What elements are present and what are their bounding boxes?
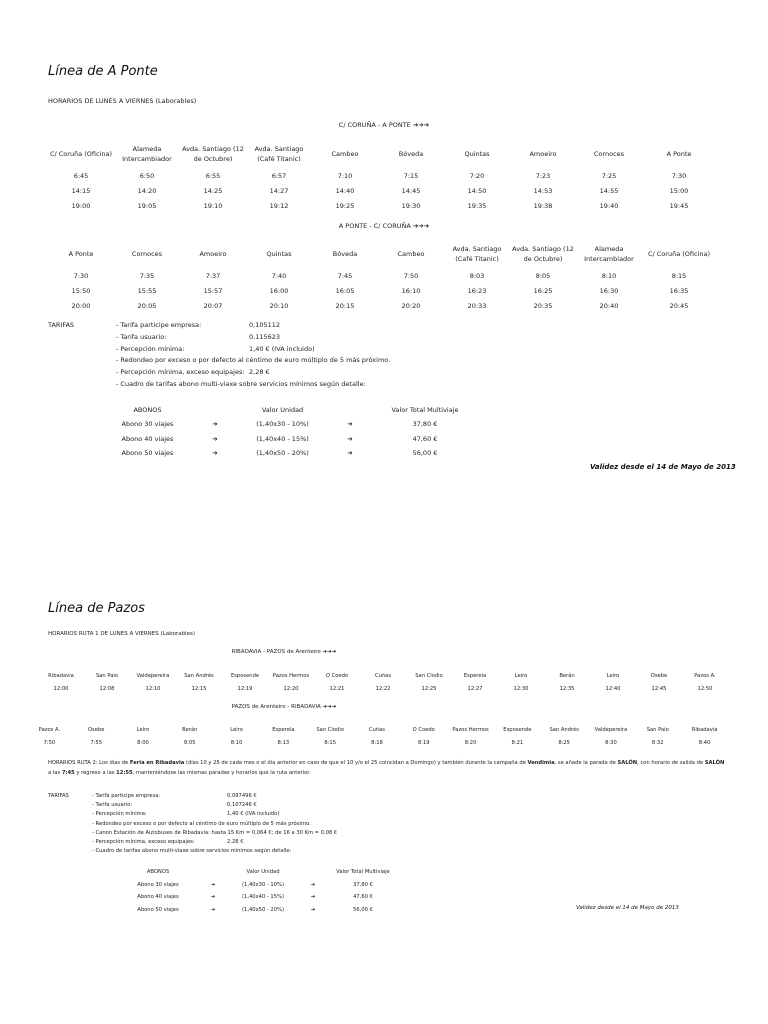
time-cell: 7:20 [469, 171, 485, 180]
column-header: Avda. Santiago (12 de Octubre) [182, 145, 244, 163]
column-header: Valdepereira [594, 727, 628, 733]
time-cell: 8:21 [511, 740, 524, 746]
fare-value: 0,097496 € [227, 793, 257, 799]
column-header: C/ Coruña (Oficina) [647, 250, 711, 258]
fare-line: - Percepción mínima: [116, 344, 185, 353]
fare-value: 0,107246 € [227, 802, 257, 809]
fare-value: 2,28 € [249, 368, 270, 377]
time-cell: 7:50 [43, 740, 56, 746]
time-cell: 12:19 [237, 686, 253, 692]
abono-name: Abono 30 viajes [137, 881, 179, 888]
column-header: Ribadavia [691, 727, 718, 733]
abono-total: 47,60 € [412, 434, 438, 443]
table-row [48, 268, 716, 283]
abono-total: 37,80 € [353, 881, 373, 888]
timetable-coruna-a-ponte [48, 140, 716, 213]
time-cell: 16:00 [269, 286, 289, 295]
time-cell: 8:03 [469, 271, 485, 280]
time-cell: 8:18 [371, 740, 383, 746]
column-header: Avda. Santiago (Café Titanic) [254, 145, 304, 163]
column-header: A Ponte [68, 250, 94, 258]
note-text: , manteniéndose las mismas paradas y horarios que la ruta anterior. [132, 770, 311, 776]
time-cell: 20:05 [137, 301, 157, 310]
time-cell: 6:57 [271, 171, 287, 180]
time-cell: 19:35 [467, 201, 487, 210]
column-header: San Andrés [184, 673, 214, 679]
note-text: , se añade la parada de [554, 760, 618, 766]
time-cell: 7:23 [535, 171, 551, 180]
note-text: , con horario de salida de [637, 760, 705, 766]
time-cell: 20:35 [533, 301, 553, 310]
time-cell: 14:45 [401, 186, 421, 195]
column-header: Amoeiro [529, 150, 557, 158]
route-2-note [48, 758, 728, 778]
abono-unit-value: (1,40x50 - 20%) [242, 906, 284, 913]
time-cell: 15:57 [203, 286, 223, 295]
direction-heading: PAZOS de Arenteiro - RIBADAVIA ➔➔➔ [231, 704, 337, 710]
note-emphasis: SALÓN [617, 760, 638, 766]
column-header: Quintas [266, 250, 292, 258]
direction-heading: C/ CORUÑA - A PONTE ➔➔➔ [338, 121, 430, 129]
column-header: A Ponte [666, 150, 692, 158]
column-header [298, 866, 328, 879]
table-row [100, 432, 480, 446]
fare-line: - Tarifa usuario: [92, 802, 133, 809]
abono-total: 37,80 € [412, 420, 438, 429]
time-cell: 12:35 [559, 686, 575, 692]
abono-total: 47,60 € [353, 894, 373, 900]
fares-block [48, 320, 728, 392]
arrow-icon: ➔ [210, 894, 216, 900]
fare-line: - Percepción mínima, exceso equipajes: [92, 839, 195, 845]
column-header: O Coedo [412, 727, 435, 733]
time-cell: 20:15 [335, 301, 355, 310]
column-header: Avda. Santiago (12 de Octubre) [512, 245, 574, 263]
note-emphasis: Vendimia [527, 760, 555, 766]
column-header [195, 403, 235, 417]
time-cell: 8:32 [651, 740, 664, 746]
column-header: Bóveda [332, 250, 358, 258]
abono-total: 56,00 € [353, 906, 373, 913]
abono-unit-value: (1,40x40 - 15%) [242, 894, 284, 900]
validity-note: Validez desde el 14 de Mayo de 2013 [576, 905, 679, 911]
column-header: Quintas [464, 150, 490, 158]
table-row [26, 735, 728, 751]
time-cell: 19:40 [599, 201, 619, 210]
column-header: ABONOS [146, 869, 170, 875]
abono-unit-value: (1,40x30 - 10%) [256, 420, 309, 429]
arrow-icon: ➔ [347, 420, 353, 429]
arrow-icon: ➔ [210, 881, 216, 888]
column-header: Pazos A. [38, 727, 61, 733]
column-header: Esperela [272, 727, 295, 733]
time-cell: 12:40 [605, 686, 621, 692]
time-cell: 12:50 [697, 686, 713, 692]
fare-line: - Canon Estación de Autobuses de Ribadavia: hasta 15 Km = 0,064 €; de 16 a 30 Km = 0,08 € [92, 829, 338, 836]
column-header: Leiro [230, 727, 243, 733]
arrow-icon: ➔ [212, 449, 218, 458]
note-emphasis: SALÓN [704, 760, 725, 766]
time-cell: 14:40 [335, 186, 355, 195]
note-text: HORARIOS RUTA 2: Los días de [48, 760, 130, 766]
timetable-ribadavia-pazos [38, 671, 728, 697]
time-cell: 8:05 [183, 740, 196, 746]
abono-name: Abono 40 viajes [137, 894, 179, 900]
column-header: San Paio [646, 727, 669, 733]
time-cell: 20:45 [669, 301, 689, 310]
column-header: Cambeo [397, 250, 425, 258]
column-header: San Paio [95, 673, 119, 679]
time-cell: 12:20 [283, 686, 299, 692]
time-cell: 7:25 [601, 171, 617, 180]
column-header: San Clodio [415, 673, 443, 679]
table-row [48, 298, 716, 313]
arrow-icon: ➔ [347, 434, 353, 443]
time-cell: 6:50 [139, 171, 155, 180]
time-cell: 12:30 [513, 686, 529, 692]
time-cell: 15:55 [137, 286, 157, 295]
time-cell: 12:21 [329, 686, 345, 692]
time-cell: 8:15 [671, 271, 687, 280]
column-header: Amoeiro [199, 250, 227, 258]
column-header: Bóveda [398, 150, 424, 158]
time-cell: 14:20 [137, 186, 157, 195]
fares-label: TARIFAS [48, 793, 69, 799]
direction-heading: A PONTE - C/ CORUÑA ➔➔➔ [338, 222, 430, 230]
time-cell: 20:20 [401, 301, 421, 310]
fare-line: - Cuadro de tarifas abono multi-viaxe sobre servicios mínimos según detalle: [116, 380, 366, 388]
fare-value: 2,28 € [227, 839, 244, 845]
time-cell: 7:30 [671, 171, 687, 180]
fare-value: 0,105112 [249, 321, 281, 329]
time-cell: 16:05 [335, 286, 355, 295]
time-cell: 16:35 [669, 286, 689, 295]
column-header: Valor Unidad [246, 869, 280, 875]
fare-line: - Percepción mínima: [92, 811, 147, 818]
column-header: Cuñas [368, 727, 386, 733]
time-cell: 20:33 [467, 301, 487, 310]
arrow-icon: ➔ [212, 434, 218, 443]
time-cell: 14:27 [269, 186, 289, 195]
column-header: Osebe [87, 727, 105, 733]
table-row [118, 891, 398, 904]
time-cell: 8:19 [417, 740, 430, 746]
time-cell: 7:15 [403, 171, 419, 180]
section-title-a-ponte: Línea de A Ponte [48, 64, 158, 79]
timetable-a-ponte-coruna [48, 240, 716, 313]
note-emphasis: Feria en Ribadavia [129, 760, 185, 766]
time-cell: 14:53 [533, 186, 553, 195]
column-header: Berán [182, 727, 198, 733]
column-header: Valor Unidad [261, 406, 304, 414]
time-cell: 8:40 [698, 740, 711, 746]
time-cell: 6:45 [73, 171, 89, 180]
time-cell: 19:30 [401, 201, 421, 210]
column-header: Leiro [514, 673, 528, 679]
time-cell: 12:15 [191, 686, 207, 692]
time-cell: 20:10 [269, 301, 289, 310]
time-cell: 19:25 [335, 201, 355, 210]
time-cell: 14:25 [203, 186, 223, 195]
fare-line: - Redondeo por exceso o por defecto al céntimo de euro múltiplo de 5 más próximo. [116, 356, 391, 365]
time-cell: 12:00 [53, 686, 69, 692]
column-header: Cuñas [374, 673, 392, 679]
time-cell: 14:15 [71, 186, 91, 195]
time-cell: 12:08 [99, 686, 115, 692]
arrow-icon: ➔ [310, 906, 316, 913]
note-text: a las [48, 770, 62, 776]
column-header: Cornoces [131, 250, 163, 258]
abonos-table [100, 403, 480, 461]
time-cell: 19:10 [203, 201, 223, 210]
column-header: Alameda Intercambiador [122, 145, 172, 163]
time-cell: 7:55 [90, 740, 103, 746]
abono-name: Abono 50 viajes [137, 906, 179, 913]
column-header: Pazos Hermos [452, 727, 489, 733]
time-cell: 12:10 [145, 686, 161, 692]
fare-value: 0,115623 [249, 332, 281, 341]
column-header: Pazos A. [694, 673, 716, 679]
arrow-icon: ➔ [310, 881, 316, 888]
time-cell: 8:05 [535, 271, 551, 280]
direction-heading: RIBADAVIA - PAZOS de Arenteiro ➔➔➔ [231, 649, 337, 655]
time-cell: 7:50 [403, 271, 419, 280]
time-cell: 16:23 [467, 286, 487, 295]
column-header: Valdepereira [136, 673, 170, 679]
time-cell: 19:38 [533, 201, 553, 210]
table-row [100, 417, 480, 431]
time-cell: 14:50 [467, 186, 487, 195]
column-header: Osebe [650, 673, 668, 679]
column-header: Alameda Intercambiador [584, 245, 634, 263]
abonos-table [118, 866, 398, 916]
table-row [100, 446, 480, 460]
time-cell: 20:40 [599, 301, 619, 310]
column-header: Valor Total Multiviaje [391, 406, 459, 414]
note-emphasis: 7:45 [61, 770, 75, 776]
column-header [198, 866, 228, 879]
table-row [118, 904, 398, 917]
time-cell: 19:12 [269, 201, 289, 210]
table-row [118, 879, 398, 892]
fare-line: - Redondeo por exceso o por defecto al céntimo de euro múltiplo de 5 más próximo. [92, 820, 311, 827]
time-cell: 8:25 [558, 740, 570, 746]
time-cell: 12:45 [651, 686, 667, 692]
column-header: Berán [559, 673, 575, 679]
validity-note: Validez desde el 14 de Mayo de 2013 [590, 463, 736, 471]
column-header: C/ Coruña (Oficina) [49, 150, 113, 158]
time-cell: 12:22 [375, 686, 391, 692]
fare-value: 1,40 € (IVA incluido) [249, 344, 315, 353]
time-cell: 20:07 [203, 301, 223, 310]
time-cell: 8:00 [137, 740, 149, 746]
time-cell: 8:30 [605, 740, 617, 746]
fare-line: - Tarifa usuario: [116, 332, 167, 341]
column-header: Esposende [230, 673, 260, 679]
time-cell: 20:00 [71, 301, 91, 310]
column-header: Ribadavia [48, 673, 74, 679]
arrow-icon: ➔ [310, 894, 316, 900]
time-cell: 19:45 [669, 201, 689, 210]
column-header: Esposende [503, 727, 532, 733]
column-header: Leiro [606, 673, 620, 679]
column-header: O Coedo [325, 673, 349, 679]
fares-label: TARIFAS [48, 321, 75, 329]
arrow-icon: ➔ [347, 449, 353, 458]
time-cell: 12:27 [467, 686, 483, 692]
column-header: Cornoces [593, 150, 625, 158]
column-header: San Clodio [316, 727, 344, 733]
column-header: Avda. Santiago (Café Titanic) [452, 245, 502, 263]
timetable-pazos-ribadavia [26, 725, 728, 751]
abono-unit-value: (1,40x30 - 10%) [242, 881, 284, 888]
time-cell: 8:20 [464, 740, 477, 746]
column-header: Cambeo [331, 150, 359, 158]
time-cell: 15:50 [71, 286, 91, 295]
column-header: ABONOS [133, 406, 162, 414]
fare-line: - Tarifa participe empresa: [116, 321, 202, 329]
time-cell: 19:00 [71, 201, 91, 210]
abono-name: Abono 40 viajes [121, 434, 174, 443]
time-cell: 6:55 [205, 171, 221, 180]
abono-name: Abono 50 viajes [121, 449, 174, 458]
time-cell: 8:13 [277, 740, 290, 746]
column-header: Valor Total Multiviaje [336, 869, 390, 875]
time-cell: 8:10 [601, 271, 617, 280]
table-row [48, 198, 716, 213]
column-header: San Andrés [549, 727, 579, 733]
section-title-pazos: Línea de Pazos [48, 601, 145, 616]
time-cell: 16:25 [533, 286, 553, 295]
column-header: Esperela [463, 673, 487, 679]
table-row [38, 681, 728, 697]
abono-total: 56,00 € [412, 449, 438, 458]
fare-line: - Tarifa participe empresa: [92, 793, 161, 799]
time-cell: 7:35 [139, 271, 155, 280]
column-header: Pazos Hermos [272, 673, 310, 679]
time-cell: 12:25 [421, 686, 437, 692]
table-row [48, 183, 716, 198]
time-cell: 7:40 [271, 271, 287, 280]
section-subtitle: HORARIOS DE LUNES A VIERNES (Laborables) [48, 97, 197, 105]
time-cell: 8:10 [230, 740, 243, 746]
table-row [48, 283, 716, 298]
arrow-icon: ➔ [212, 420, 218, 429]
time-cell: 8:15 [324, 740, 336, 746]
column-header [330, 403, 370, 417]
arrow-icon: ➔ [210, 906, 216, 913]
time-cell: 19:05 [137, 201, 157, 210]
time-cell: 7:45 [337, 271, 353, 280]
table-row [48, 168, 716, 183]
fares-block [48, 792, 728, 858]
note-text: (días 10 y 25 de cada mes o el día anterior en caso de que el 10 y/o el 25 coincidan a Domingo) y también durante la campaña de [184, 760, 528, 766]
note-emphasis: 12:55 [116, 770, 133, 776]
time-cell: 7:37 [205, 271, 221, 280]
time-cell: 15:00 [669, 186, 689, 195]
column-header: Leiro [136, 727, 150, 733]
time-cell: 7:30 [73, 271, 89, 280]
fare-line: - Percepción mínima, exceso equipajes: [116, 368, 245, 377]
time-cell: 16:30 [599, 286, 619, 295]
fare-value: 1,40 € (IVA incluido) [227, 811, 280, 818]
abono-unit-value: (1,40x40 - 15%) [256, 434, 309, 443]
section-subtitle: HORARIOS RUTA 1 DE LUNES A VIERNES (Laborables) [48, 631, 195, 637]
time-cell: 14:55 [599, 186, 619, 195]
fare-line: - Cuadro de tarifas abono multi-viaxe sobre servicios mínimos según detalle: [92, 848, 292, 855]
abono-name: Abono 30 viajes [121, 420, 174, 429]
time-cell: 16:10 [401, 286, 421, 295]
abono-unit-value: (1,40x50 - 20%) [256, 449, 309, 458]
time-cell: 7:10 [337, 171, 353, 180]
note-text: y regreso a las [74, 770, 117, 776]
